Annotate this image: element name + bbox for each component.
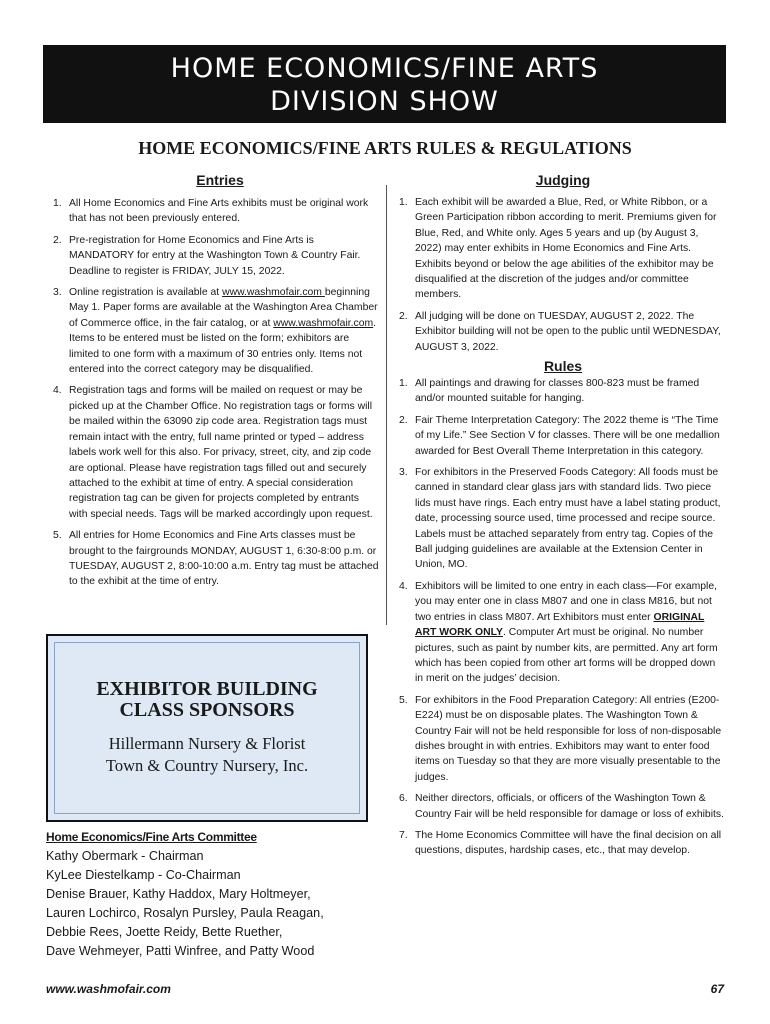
entry-rule xyxy=(53,196,379,227)
rule-number: 4. xyxy=(399,580,408,592)
judging-rule xyxy=(399,195,725,303)
rule-text-pre: Online registration is available at xyxy=(69,287,223,299)
banner-title-line2: DIVISION SHOW xyxy=(270,86,499,117)
rule-item xyxy=(399,828,725,859)
entries-heading: Entries xyxy=(196,172,244,188)
page-number: 67 xyxy=(710,982,724,996)
sponsor-heading-line2: CLASS SPONSORS xyxy=(119,699,295,721)
committee-title: Home Economics/Fine Arts Committee xyxy=(46,830,257,844)
committee-line: Kathy Obermark - Chairman xyxy=(46,849,204,863)
rule-text-post: . Items to be entered must be listed on the form; exhibitors are limited to one form with a maximum of 30 entries only. Items not entered into the correct category may be disqualified. xyxy=(69,317,377,376)
rule-item xyxy=(399,376,725,407)
rule-number: 1. xyxy=(53,198,62,209)
committee-line: Lauren Lochirco, Rosalyn Pursley, Paula Reagan, xyxy=(46,906,324,920)
rule-number: 7. xyxy=(399,829,408,841)
rule-number: 5. xyxy=(53,530,62,542)
rule-number: 1. xyxy=(399,197,408,208)
sponsor-heading xyxy=(55,679,359,721)
sponsor-names xyxy=(55,733,359,777)
rule-number: 6. xyxy=(399,793,408,805)
committee-line: Debbie Rees, Joette Reidy, Bette Ruether, xyxy=(46,925,283,939)
rule-text: All Home Economics and Fine Arts exhibits must be original work that has not been previously entered. xyxy=(69,198,369,225)
rule-number: 2. xyxy=(53,234,62,246)
judging-list xyxy=(399,195,725,361)
rule-text-pre: Exhibitors will be limited to one entry in each class—For example, you may enter one in class M807 and one in class M816, but not two entries in class M807. Art Exhibitors must enter xyxy=(415,580,718,623)
rule-number: 2. xyxy=(399,414,408,426)
rule-item xyxy=(399,693,725,785)
entry-rule xyxy=(53,285,379,377)
sponsor-heading-line1: EXHIBITOR BUILDING xyxy=(96,678,318,700)
sponsor-box-inner xyxy=(54,642,360,814)
rule-number: 3. xyxy=(53,287,62,299)
judging-heading: Judging xyxy=(535,172,591,188)
rule-item xyxy=(399,413,725,459)
committee-line: KyLee Diestelkamp - Co-Chairman xyxy=(46,868,241,882)
division-banner xyxy=(43,45,726,123)
rule-text: All judging will be done on TUESDAY, AUGUST 2, 2022. The Exhibitor building will not be open to the public until WEDNESDAY, AUGUST 3, 2022. xyxy=(415,310,721,353)
rule-number: 4. xyxy=(53,385,62,397)
entries-list xyxy=(53,196,379,596)
rule-text-mid: beginning May 1. Paper forms are available at the Washington Area Chamber of Commerce office, in the fair catalog, or at xyxy=(69,287,378,329)
judging-rule xyxy=(399,309,725,355)
page-subtitle: HOME ECONOMICS/FINE ARTS RULES & REGULATIONS xyxy=(138,138,632,158)
rule-text-post: . Computer Art must be original. No number pictures, such as paint by number kits, are permitted. Any art form which has been copied from other art forms will be dropped down in merit on the judges’ decision. xyxy=(415,627,718,685)
rule-text: All paintings and drawing for classes 800-823 must be framed and/or mounted suitable for hanging. xyxy=(415,378,700,405)
rule-text: For exhibitors in the Preserved Foods Category: All foods must be canned in standard clear glass jars with standard lids. Two piece lids must have rings. Each entry must have a label stating product, date, processing source used, time processed and recipe source. Labels must be attached separately from entry tag. Copies of the Ball judging guidelines are available at the Extension Center in Union, MO. xyxy=(415,467,721,571)
rule-number: 2. xyxy=(399,310,408,322)
rule-text: Registration tags and forms will be mailed on request or may be picked up at the Chamber Office. No registration tags or forms will be mailed within the 63090 zip code area. Registration tags must remain intact with the entry, full name printed or typed – address labels work well for this also. For privacy, street, city, and zip code are optional. Please have registration tags filled out and securely attached to the exhibit at time of entry. A special consideration registration tag can be given for projects completed by entrants with special needs. Tags will be marked accordingly upon request. xyxy=(69,385,373,520)
rules-heading: Rules xyxy=(543,358,583,374)
rule-item xyxy=(399,579,725,687)
entry-rule xyxy=(53,233,379,279)
sponsor-box xyxy=(46,634,368,822)
column-divider xyxy=(386,185,387,625)
rule-text: Neither directors, officials, or officers of the Washington Town & Country Fair will be held responsible for damage or loss of exhibits. xyxy=(415,793,724,820)
sponsor-name: Hillermann Nursery & Florist xyxy=(108,734,306,753)
rule-item xyxy=(399,465,725,573)
rule-text: Each exhibit will be awarded a Blue, Red, or White Ribbon, or a Green Participation ribbon according to merit. Premiums given for Blue, Red, and White only. Ages 5 years and up (by August 3, 2022) may enter exhibits in Home Economics and Fine Arts. Exhibits beyond or below the age abilities of the exhibitor may be disqualified at the discretion of the judges and/or committee members. xyxy=(415,197,717,301)
rule-item xyxy=(399,791,725,822)
entry-rule xyxy=(53,528,379,590)
entry-rule xyxy=(53,383,379,522)
rule-number: 5. xyxy=(399,694,408,706)
website-link[interactable]: www.washmofair.com xyxy=(222,287,325,299)
committee-line: Dave Wehmeyer, Patti Winfree, and Patty Wood xyxy=(46,944,315,958)
committee-section xyxy=(46,828,324,961)
footer-url[interactable]: www.washmofair.com xyxy=(46,982,171,996)
sponsor-name: Town & Country Nursery, Inc. xyxy=(105,756,309,775)
rule-text: Pre-registration for Home Economics and Fine Arts is MANDATORY for entry at the Washington Town & Country Fair. Deadline to register is FRIDAY, JULY 15, 2022. xyxy=(69,234,361,277)
rules-list xyxy=(399,376,725,865)
rule-text: The Home Economics Committee will have the final decision on all questions, disputes, hardship cases, etc., that may develop. xyxy=(415,829,722,857)
banner-title-line1: HOME ECONOMICS/FINE ARTS xyxy=(170,53,599,84)
rule-text: Fair Theme Interpretation Category: The 2022 theme is “The Time of my Life.” See Section V for classes. There will be one medallion awarded for Best Overall Theme Interpretation in this category. xyxy=(415,414,720,457)
rule-text: For exhibitors in the Food Preparation Category: All entries (E200-E224) must be on disposable plates. The Washington Town & Country Fair will not be held responsible for loss of non-disposable dishes brought in with entries. Exhibitors may want to enter food items on Tuesday so that they are more visually presentable to the judges. xyxy=(415,694,722,783)
original-art-emphasis: ORIGINAL ART WORK ONLY xyxy=(415,611,705,639)
website-link[interactable]: www.washmofair.com xyxy=(273,317,374,329)
rule-number: 1. xyxy=(399,378,408,389)
rule-number: 3. xyxy=(399,467,408,479)
committee-line: Denise Brauer, Kathy Haddox, Mary Holtmeyer, xyxy=(46,887,311,901)
rule-text: All entries for Home Economics and Fine Arts classes must be brought to the fairgrounds MONDAY, AUGUST 1, 6:30-8:00 p.m. or TUESDAY, AUGUST 2, 8:00-10:00 a.m. Entry tag must be attached to the exhibit at the time of entry. xyxy=(69,530,379,588)
